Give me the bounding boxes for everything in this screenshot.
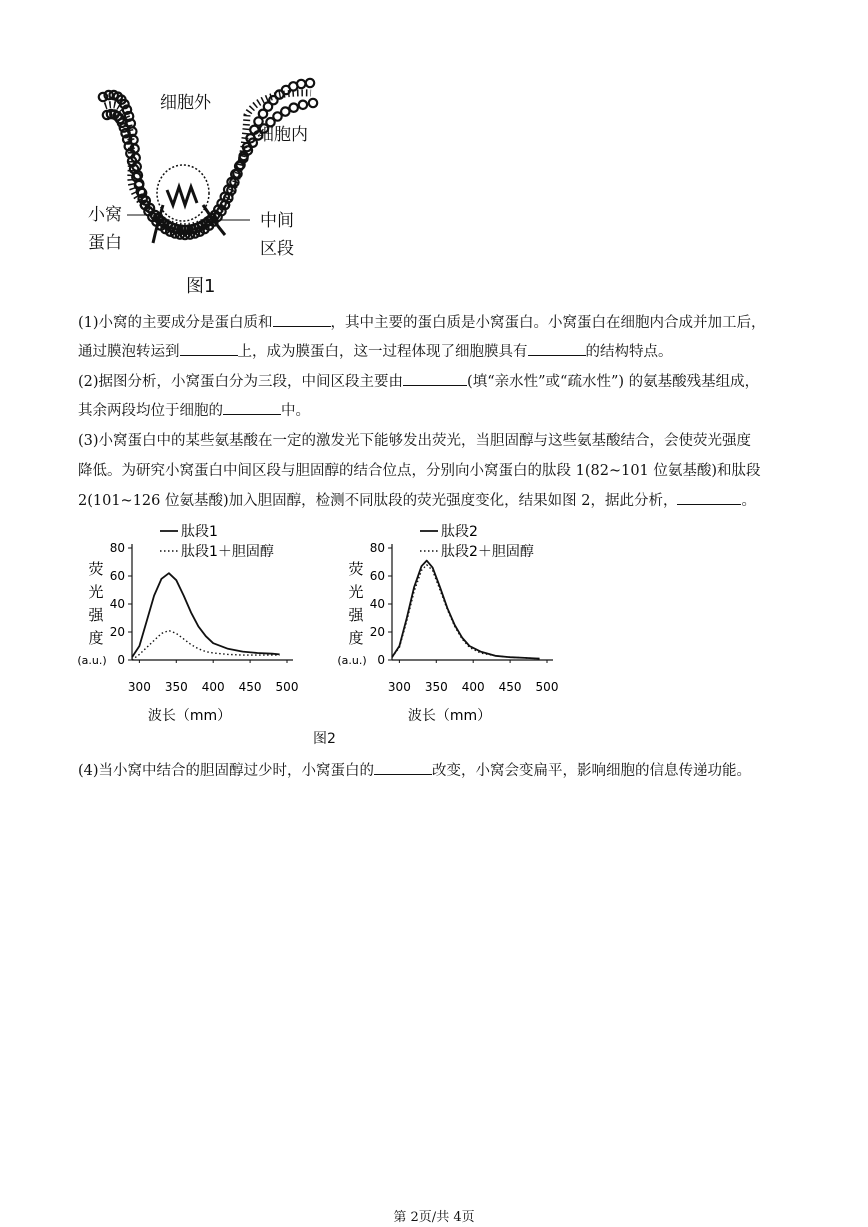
- series-line-2: [392, 565, 540, 659]
- question-1-line1: (1)小窝的主要成分是蛋白质和 ，其中主要的蛋白质是小窝蛋白。小窝蛋白在细胞内合成并加工后，: [78, 309, 808, 338]
- x-tick-label: 400: [461, 680, 485, 694]
- x-tick-label: 450: [498, 680, 522, 694]
- x-tick-label: 350: [164, 680, 188, 694]
- y-tick-label: 60: [369, 569, 385, 583]
- question-3-line3: 2(101~126 位氨基酸)加入胆固醇，检测不同肽段的荧光强度变化，结果如图 2，据此分析， 。: [78, 487, 808, 516]
- x-axis-label: 波长（mm）: [407, 708, 492, 724]
- answer-blank[interactable]: [403, 371, 467, 386]
- figure2-caption: 图2: [313, 731, 336, 747]
- phospholipid-head: [306, 79, 314, 87]
- middle-segment-label-line1: 中间: [260, 211, 294, 231]
- y-tick-label: 80: [109, 541, 125, 555]
- answer-blank[interactable]: [180, 341, 238, 356]
- highlight-circle: [157, 165, 209, 221]
- legend-label-2: 肽段2＋胆固醇: [441, 544, 534, 560]
- legend-label-2: 肽段1＋胆固醇: [181, 544, 274, 560]
- answer-blank[interactable]: [677, 490, 741, 505]
- phospholipid-head: [299, 101, 307, 109]
- y-axis-label-char: 荧: [88, 560, 104, 578]
- y-tick-label: 20: [369, 625, 385, 639]
- chart-peptide2: [330, 520, 600, 730]
- figure1-caption: 图1: [186, 276, 216, 297]
- phospholipid-head: [281, 107, 289, 115]
- phospholipid-head: [309, 99, 317, 107]
- answer-blank[interactable]: [223, 400, 281, 415]
- question-1-line2: 通过膜泡转运到 上，成为膜蛋白，这一过程体现了细胞膜具有 的结构特点。: [78, 338, 808, 367]
- y-axis-label-char: 度: [348, 629, 364, 647]
- legend-label-1: 肽段1: [181, 524, 218, 540]
- y-tick-label: 40: [369, 597, 385, 611]
- question-2-line1: (2)据图分析，小窝蛋白分为三段，中间区段主要由 (填“亲水性”或“疏水性”) 的氨基酸残基组成，: [78, 368, 808, 397]
- middle-segment-label-line2: 区段: [260, 239, 294, 259]
- y-axis-label-char: 光: [348, 583, 364, 601]
- caveolin-label-line1: 小窝: [88, 205, 122, 225]
- phospholipid-head: [290, 104, 298, 112]
- x-tick-label: 450: [238, 680, 262, 694]
- answer-blank[interactable]: [528, 341, 586, 356]
- y-tick-label: 0: [377, 653, 385, 667]
- caveolin-label-line2: 蛋白: [88, 233, 122, 253]
- y-tick-label: 20: [109, 625, 125, 639]
- y-tick-label: 80: [369, 541, 385, 555]
- y-axis-unit: (a.u.): [337, 654, 367, 667]
- question-2-line2: 其余两段均位于细胞的 中。: [78, 397, 808, 426]
- x-tick-label: 350: [424, 680, 448, 694]
- answer-blank[interactable]: [374, 760, 432, 775]
- question-3-line1: (3)小窝蛋白中的某些氨基酸在一定的激发光下能够发出荧光，当胆固醇与这些氨基酸结合，会使荧光强度: [78, 433, 752, 449]
- x-tick-label: 300: [387, 680, 411, 694]
- y-tick-label: 40: [109, 597, 125, 611]
- inside-cell-label: 细胞内: [257, 125, 308, 145]
- x-tick-label: 500: [275, 680, 299, 694]
- question-3-line2: 降低。为研究小窝蛋白中间区段与胆固醇的结合位点，分别向小窝蛋白的肽段 1(82~101 位氨基酸)和肽段: [78, 463, 761, 479]
- y-tick-label: 0: [117, 653, 125, 667]
- answer-blank[interactable]: [273, 312, 331, 327]
- phospholipid-head: [297, 80, 305, 88]
- x-tick-label: 400: [201, 680, 225, 694]
- y-axis-unit: (a.u.): [77, 654, 107, 667]
- x-axis-label: 波长（mm）: [147, 708, 232, 724]
- chart-peptide1: [70, 520, 340, 730]
- y-axis-label-char: 强: [88, 606, 104, 624]
- question-4: (4)当小窝中结合的胆固醇过少时，小窝蛋白的 改变，小窝会变扁平，影响细胞的信息传递功能。: [78, 757, 808, 786]
- y-axis-label-char: 强: [348, 606, 364, 624]
- caveolin-middle-segment: [167, 187, 197, 205]
- legend-label-1: 肽段2: [441, 524, 478, 540]
- series-line-1: [132, 573, 280, 657]
- y-axis-label-char: 光: [88, 583, 104, 601]
- y-axis-label-char: 度: [88, 629, 104, 647]
- x-tick-label: 300: [127, 680, 151, 694]
- page-footer: 第 2页/共 4页: [393, 1210, 475, 1225]
- y-tick-label: 60: [109, 569, 125, 583]
- outside-cell-label: 细胞外: [160, 93, 211, 113]
- y-axis-label-char: 荧: [348, 560, 364, 578]
- x-tick-label: 500: [535, 680, 559, 694]
